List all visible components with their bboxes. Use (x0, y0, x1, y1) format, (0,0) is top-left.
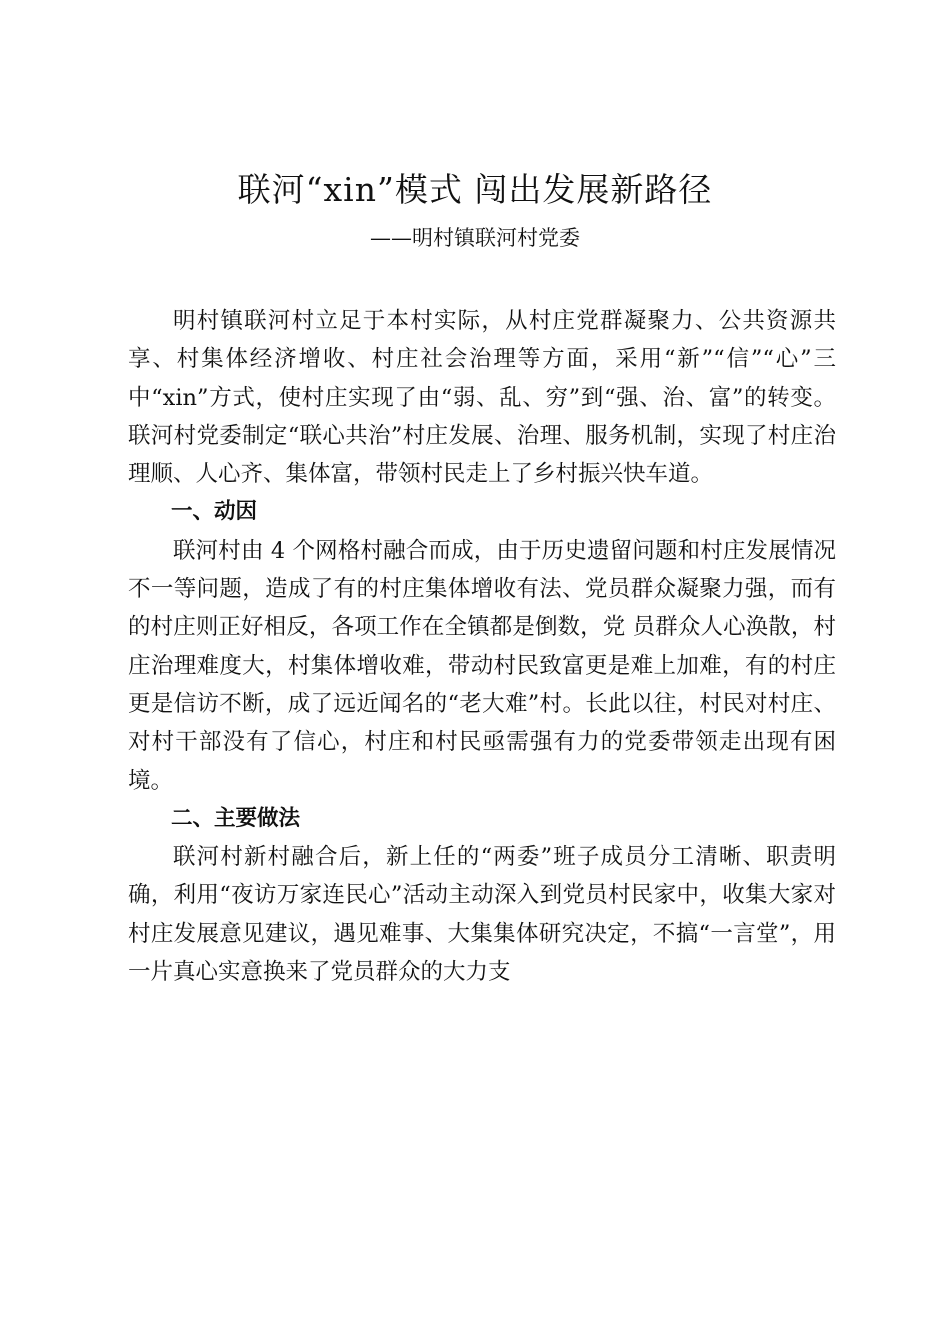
practices-paragraph: 联河村新村融合后，新上任的“两委”班子成员分工清晰、职责明确，利用“夜访万家连民心”活动主动深入到党员村民家中，收集大家对村庄发展意见建议，遇见难事、大集集体研究决定，不搞“一言堂”，用一片真心实意换来了党员群众的大力支 (128, 844, 836, 986)
section-heading-practices: 二、主要做法 (171, 805, 301, 831)
intro-paragraph: 明村镇联河村立足于本村实际，从村庄党群凝聚力、公共资源共享、村集体经济增收、村庄社会治理等方面，采用“新”“信”“心”三中“xin”方式，使村庄实现了由“弱、乱、穷”到“强、治、富”的转变。联河村党委制定“联心共治”村庄发展、治理、服务机制，实现了村庄治理顺、人心齐、集体富，带领村民走上了乡村振兴快车道。 (128, 308, 836, 488)
document-title: 联河“xin”模式 闯出发展新路径 (237, 170, 713, 209)
motivation-paragraph: 联河村由 4 个网格村融合而成，由于历史遗留问题和村庄发展情况不一等问题，造成了有的村庄集体增收有法、党员群众凝聚力强，而有的村庄则正好相反，各项工作在全镇都是倒数，党 员群众人心涣散，村庄治理难度大，村集体增收难，带动村民致富更是难上加难，有的村庄更是信访不断，成了远近闻名的“老大难”村。长此以往，村民对村庄、对村干部没有了信心，村庄和村民亟需强有力的党委带领走出现有困境。 (128, 537, 836, 794)
document-body (128, 302, 836, 991)
section-heading-motivation: 一、动因 (171, 499, 258, 525)
document-subtitle: ——明村镇联河村党委 (370, 226, 580, 250)
